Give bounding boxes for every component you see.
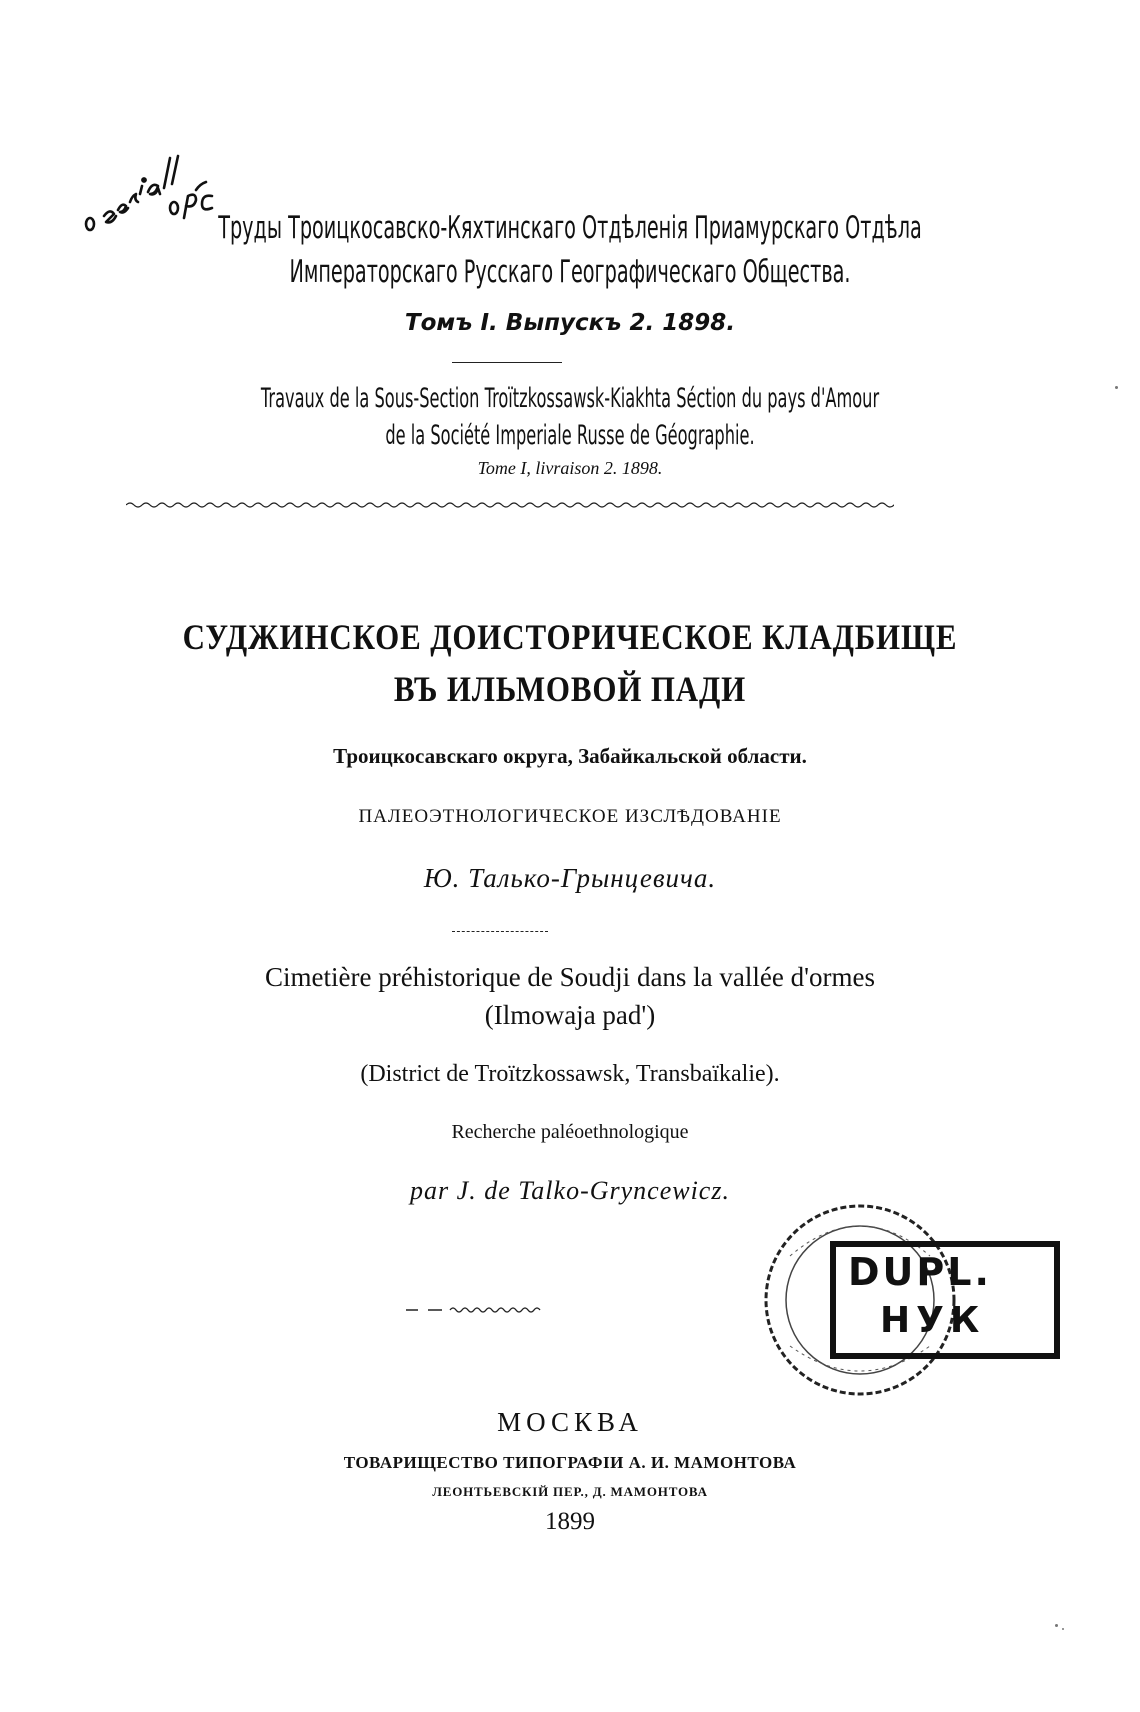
study-type-ru: ПАЛЕОЭТНОЛОГИЧЕСКОЕ ИЗСЛѢДОВАНІЕ bbox=[358, 806, 782, 827]
short-dashed-rule bbox=[452, 931, 548, 932]
handwritten-note bbox=[78, 150, 238, 260]
volume-fr: Tome I, livraison 2. 1898. bbox=[477, 458, 663, 478]
society-title-ru-line2: Императорскаго Русскаго Географическаго Общества. bbox=[289, 254, 851, 290]
main-title-fr-line1: Cimetière préhistorique de Soudji dans la vallée d'ormes bbox=[265, 962, 875, 992]
study-type-fr: Recherche paléoethnologique bbox=[451, 1121, 689, 1143]
main-title-ru-line1: СУДЖИНСКОЕ ДОИСТОРИЧЕСКОЕ КЛАДБИЩЕ bbox=[182, 617, 958, 657]
scan-speck bbox=[1055, 1624, 1058, 1627]
imprint-address: ЛЕОНТЬЕВСКІЙ ПЕР., Д. МАМОНТОВА bbox=[432, 1484, 708, 1499]
society-title-fr-line1: Travaux de la Sous-Section Troïtzkossawsk-Kiakhta Séction du pays d'Amour bbox=[260, 383, 880, 414]
short-rule bbox=[452, 362, 562, 363]
short-wavy-divider bbox=[406, 1305, 554, 1315]
library-stamp bbox=[760, 1186, 1060, 1406]
stamp-box-line2: НУК bbox=[880, 1300, 986, 1341]
wavy-divider bbox=[126, 500, 894, 510]
imprint-printer: ТОВАРИЩЕСТВО ТИПОГРАФІИ А. И. МАМОНТОВА bbox=[343, 1453, 797, 1472]
author-fr: par J. de Talko-Gryncewicz. bbox=[410, 1176, 730, 1205]
main-title-fr-line2: (Ilmowaja pad') bbox=[484, 1000, 656, 1030]
society-title-ru-line1: Труды Троицкосавско-Кяхтинскаго Отдѣленія Приамурскаго Отдѣла bbox=[218, 210, 922, 246]
main-title-ru-line2: ВЪ ИЛЬМОВОЙ ПАДИ bbox=[393, 669, 747, 709]
society-title-fr-line2: de la Société Imperiale Russe de Géographie. bbox=[385, 420, 755, 451]
stamp-box-line1: DUPL. bbox=[848, 1250, 992, 1294]
region-ru: Троицкосавскаго округа, Забайкальской области. bbox=[333, 744, 807, 768]
imprint-city: МОСКВА bbox=[497, 1407, 643, 1437]
scan-speck bbox=[1115, 386, 1118, 389]
scan-speck bbox=[1062, 1628, 1064, 1630]
volume-ru: Томъ I. Выпускъ 2. 1898. bbox=[404, 310, 736, 336]
author-ru: Ю. Талько-Грынцевича. bbox=[423, 863, 717, 893]
region-fr: (District de Troïtzkossawsk, Transbaïkalie). bbox=[360, 1061, 780, 1087]
imprint-year: 1899 bbox=[545, 1508, 595, 1535]
